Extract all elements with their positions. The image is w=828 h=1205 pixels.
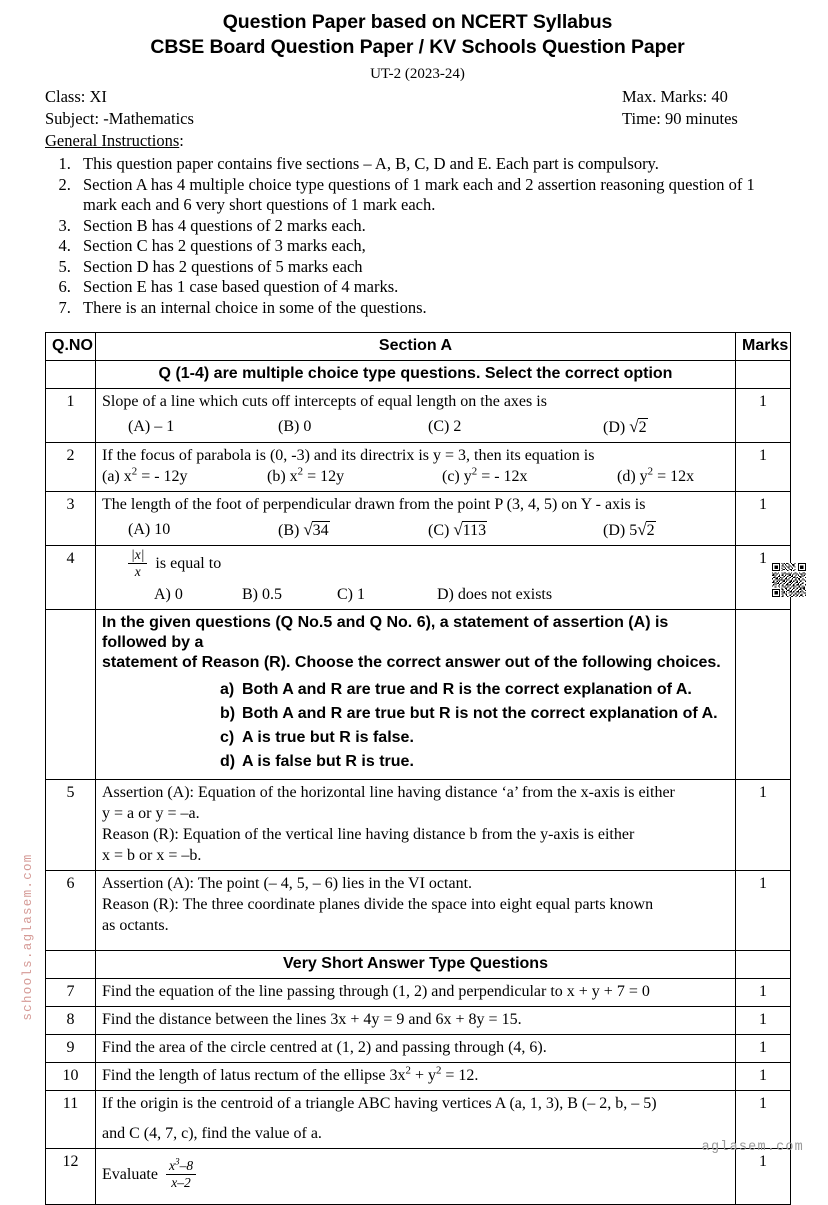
- option-c-exp: 2: [471, 465, 478, 478]
- option-b: [267, 467, 442, 487]
- assertion-instructions-mark: [736, 610, 791, 780]
- question-body: [96, 1063, 736, 1091]
- sqrt-icon: √2: [637, 520, 655, 539]
- question-body: [96, 492, 736, 546]
- question-body: [96, 979, 736, 1007]
- option-b-post: = 12y: [303, 468, 345, 485]
- table-row: [46, 492, 791, 546]
- assertion-choice-text: Both A and R are true and R is the correct explanation of A.: [242, 681, 692, 698]
- instruction-item: 7. There is an internal choice in some of the questions.: [75, 298, 790, 319]
- option-d-prefix: (D) 5: [603, 522, 638, 539]
- question-text-post: = 12.: [441, 1067, 479, 1084]
- question-body: [96, 1091, 736, 1149]
- option-b-prefix: (B): [278, 522, 300, 539]
- question-text: If the origin is the centroid of a triangle ABC having vertices A (a, 1, 3), B (– 2, b, – 5): [102, 1095, 657, 1112]
- question-text-pre: Find the length of latus rectum of the ellipse 3x: [102, 1067, 406, 1084]
- question-mark: 1: [736, 443, 791, 492]
- question-text: Slope of a line which cuts off intercepts of equal length on the axes is: [102, 393, 547, 410]
- instruction-item: 1. This question paper contains five sections – A, B, C, D and E. Each part is compulsory.: [75, 154, 790, 175]
- question-body: [96, 871, 736, 951]
- vsa-banner-mark: [736, 951, 791, 979]
- header-cell-qno: Q.NO: [46, 333, 96, 361]
- option-d: [617, 467, 694, 487]
- fraction-denominator: x–2: [171, 1175, 191, 1190]
- vsa-banner-text: Very Short Answer Type Questions: [96, 951, 736, 979]
- exam-term-label: UT-2 (2023-24): [370, 66, 465, 82]
- reason-line: Reason (R): Equation of the vertical line having distance b from the y-axis is either: [102, 826, 635, 843]
- instruction-item: 3. Section B has 4 questions of 2 marks each.: [75, 216, 790, 237]
- option-c: (C) 2: [428, 418, 462, 435]
- mcq-banner-row: [46, 361, 791, 389]
- question-mark: 1: [736, 979, 791, 1007]
- question-mark: 1: [736, 1063, 791, 1091]
- assertion-instructions-row: [46, 610, 791, 780]
- page-header: [45, 10, 790, 86]
- option-a-pre: (a) x: [102, 468, 132, 485]
- option-d: D) does not exists: [437, 586, 553, 603]
- exponent: 2: [435, 1064, 442, 1077]
- question-number: 5: [46, 780, 96, 871]
- vsa-banner-qno: [46, 951, 96, 979]
- watermark-left: schools.aglasem.com: [21, 853, 35, 1021]
- option-d-exp: 2: [647, 465, 654, 478]
- question-text-mid: + y: [410, 1067, 436, 1084]
- assertion-choice: [220, 727, 729, 749]
- fraction-numerator: [166, 1156, 196, 1175]
- general-instructions-colon: :: [179, 131, 184, 150]
- question-number: 3: [46, 492, 96, 546]
- fraction-numerator-post: –8: [179, 1158, 194, 1173]
- question-mark: 1: [736, 1149, 791, 1205]
- question-number: 12: [46, 1149, 96, 1205]
- table-row: [46, 1149, 791, 1205]
- option-d-pre: (d) y: [617, 468, 648, 485]
- question-text: If the focus of parabola is (0, -3) and its directrix is y = 3, then its equation is: [102, 447, 595, 464]
- reason-line-cont: x = b or x = –b.: [102, 847, 202, 864]
- option-c: C) 1: [337, 586, 365, 603]
- table-row: [46, 979, 791, 1007]
- reason-line: Reason (R): The three coordinate planes divide the space into eight equal parts known: [102, 896, 654, 913]
- option-c-post: = - 12x: [477, 468, 528, 485]
- instruction-item: 4. Section C has 2 questions of 3 marks each,: [75, 236, 790, 257]
- assertion-choice-text: Both A and R are true but R is not the correct explanation of A.: [242, 705, 718, 722]
- table-row: [46, 443, 791, 492]
- mcq-banner-qno: [46, 361, 96, 389]
- question-number: 8: [46, 1007, 96, 1035]
- assertion-choice-label: d): [220, 753, 236, 770]
- table-row: [46, 1063, 791, 1091]
- question-text-with-fraction: [102, 549, 729, 580]
- qr-code-icon: [772, 563, 806, 597]
- option-d: [603, 520, 656, 541]
- question-mark: 1: [736, 1091, 791, 1149]
- question-text: [102, 1066, 729, 1086]
- question-text: Find the distance between the lines 3x + 4y = 9 and 6x + 8y = 15.: [102, 1011, 522, 1028]
- question-number: 10: [46, 1063, 96, 1091]
- question-text: Find the equation of the line passing through (1, 2) and perpendicular to x + y + 7 = 0: [102, 983, 650, 1000]
- question-mark: 1: [736, 389, 791, 443]
- option-a: [102, 467, 267, 487]
- mcq-banner-text: Q (1-4) are multiple choice type questions. Select the correct option: [96, 361, 736, 389]
- assertion-line: Assertion (A): The point (– 4, 5, – 6) lies in the VI octant.: [102, 875, 473, 892]
- fraction-numerator: |x|: [128, 548, 147, 564]
- meta-row-subject: [45, 108, 790, 129]
- assertion-choice: [220, 703, 729, 725]
- option-b: B) 0.5: [242, 586, 282, 603]
- question-number: 6: [46, 871, 96, 951]
- sqrt-icon: √34: [303, 520, 329, 539]
- question-body: [96, 1149, 736, 1205]
- option-a: A) 0: [154, 586, 183, 603]
- question-mark: 1: [736, 780, 791, 871]
- option-d: [603, 417, 648, 438]
- option-d-radicand: 2: [646, 522, 655, 539]
- general-instructions-text: General Instructions: [45, 131, 180, 150]
- assertion-choice-label: b): [220, 705, 236, 722]
- option-b: (B) 0: [278, 418, 312, 435]
- option-c: [442, 467, 617, 487]
- instruction-item: 5. Section D has 2 questions of 5 marks each: [75, 257, 790, 278]
- question-body: [96, 780, 736, 871]
- question-number: 11: [46, 1091, 96, 1149]
- table-row: [46, 871, 791, 951]
- general-instructions-heading: [45, 130, 790, 151]
- option-row: [102, 585, 729, 605]
- sqrt-icon: √2: [629, 417, 647, 436]
- header-cell-marks: Marks: [736, 333, 791, 361]
- time-label: Time: 90 minutes: [622, 109, 738, 128]
- assertion-choice-text: A is false but R is true.: [242, 753, 414, 770]
- sqrt-icon: √113: [453, 520, 487, 539]
- assertion-line: Assertion (A): Equation of the horizontal line having distance ‘a’ from the x-axis is either: [102, 784, 675, 801]
- question-mark: 1: [736, 871, 791, 951]
- question-text: Find the area of the circle centred at (1, 2) and passing through (4, 6).: [102, 1039, 547, 1056]
- assertion-choice-label: a): [220, 681, 235, 698]
- max-marks-label: Max. Marks: 40: [622, 87, 728, 106]
- table-row: [46, 1035, 791, 1063]
- class-label: Class: XI: [45, 87, 107, 106]
- watermark-bottom-right: aglasem.com: [701, 1140, 804, 1155]
- option-a: (A) 10: [128, 521, 171, 538]
- fraction-numerator-base: x: [168, 1158, 175, 1173]
- option-b-radicand: 34: [312, 522, 329, 539]
- option-d-prefix: (D): [603, 419, 626, 436]
- option-b-exp: 2: [297, 465, 304, 478]
- assertion-instructions-qno: [46, 610, 96, 780]
- fraction-numerator-exp: 3: [174, 1156, 180, 1167]
- page-title-line-2: CBSE Board Question Paper / KV Schools Question Paper: [150, 36, 685, 58]
- table-row: [46, 1007, 791, 1035]
- question-body: [96, 1007, 736, 1035]
- assertion-choice-label: c): [220, 729, 235, 746]
- option-d-post: = 12x: [653, 468, 695, 485]
- question-body: [96, 1035, 736, 1063]
- exponent: 2: [405, 1064, 411, 1077]
- question-number: 7: [46, 979, 96, 1007]
- table-row: [46, 546, 791, 610]
- option-a-exp: 2: [131, 465, 138, 478]
- assertion-instructions-body: [96, 610, 736, 780]
- question-table: [45, 332, 791, 1205]
- fraction-denominator: x: [134, 564, 141, 579]
- assertion-choice-list: [102, 679, 729, 773]
- table-row: [46, 1091, 791, 1149]
- assertion-instructions-line-1: In the given questions (Q No.5 and Q No. 6), a statement of assertion (A) is followed by a: [102, 614, 669, 651]
- option-row: [102, 520, 729, 541]
- assertion-choice: [220, 751, 729, 773]
- option-c-radicand: 113: [462, 522, 487, 539]
- mcq-banner-mark: [736, 361, 791, 389]
- question-number: 1: [46, 389, 96, 443]
- table-header-row: [46, 333, 791, 361]
- meta-row-class: [45, 86, 790, 107]
- question-number: 9: [46, 1035, 96, 1063]
- question-number: 2: [46, 443, 96, 492]
- question-text: The length of the foot of perpendicular drawn from the point P (3, 4, 5) on Y - axis is: [102, 496, 646, 513]
- assertion-choice-text: A is true but R is false.: [242, 729, 414, 746]
- question-text-with-fraction: [102, 1152, 729, 1191]
- question-mark: 1: [736, 1007, 791, 1035]
- page-title-line-1: Question Paper based on NCERT Syllabus: [222, 11, 613, 33]
- question-mark: 1: [736, 1035, 791, 1063]
- option-c-prefix: (C): [428, 522, 450, 539]
- assertion-instructions-line-2: statement of Reason (R). Choose the correct answer out of the following choices.: [102, 654, 721, 671]
- option-row: [102, 417, 729, 438]
- header-cell-section: Section A: [96, 333, 736, 361]
- question-text-cont: and C (4, 7, c), find the value of a.: [102, 1125, 322, 1142]
- fraction: [166, 1156, 196, 1190]
- subject-label: Subject: -Mathematics: [45, 109, 194, 128]
- instruction-item: 6. Section E has 1 case based question of 4 marks.: [75, 277, 790, 298]
- fraction: [128, 548, 147, 579]
- option-a: (A) – 1: [128, 418, 175, 435]
- question-body: [96, 443, 736, 492]
- table-row: [46, 389, 791, 443]
- instructions-list: [45, 154, 790, 318]
- question-mark: 1: [736, 492, 791, 546]
- option-row: [102, 467, 729, 487]
- question-text: is equal to: [155, 555, 222, 573]
- table-row: [46, 780, 791, 871]
- vsa-banner-row: [46, 951, 791, 979]
- assertion-choice: [220, 679, 729, 701]
- option-c-pre: (c) y: [442, 468, 472, 485]
- option-c: [428, 520, 603, 541]
- option-b-pre: (b) x: [267, 468, 298, 485]
- assertion-line-cont: y = a or y = –a.: [102, 805, 200, 822]
- reason-line-cont: as octants.: [102, 917, 169, 934]
- option-d-radicand: 2: [638, 419, 647, 436]
- option-b: [278, 520, 428, 541]
- question-body: [96, 389, 736, 443]
- question-mark: 1: [736, 546, 791, 610]
- question-body: [96, 546, 736, 610]
- option-a-post: = - 12y: [137, 468, 188, 485]
- instruction-item: 2. Section A has 4 multiple choice type questions of 1 mark each and 2 assertion reasoning question of 1 mark each and 6 very short questions of 1 mark each.: [75, 175, 790, 216]
- question-number: 4: [46, 546, 96, 610]
- question-text: Evaluate: [102, 1166, 158, 1184]
